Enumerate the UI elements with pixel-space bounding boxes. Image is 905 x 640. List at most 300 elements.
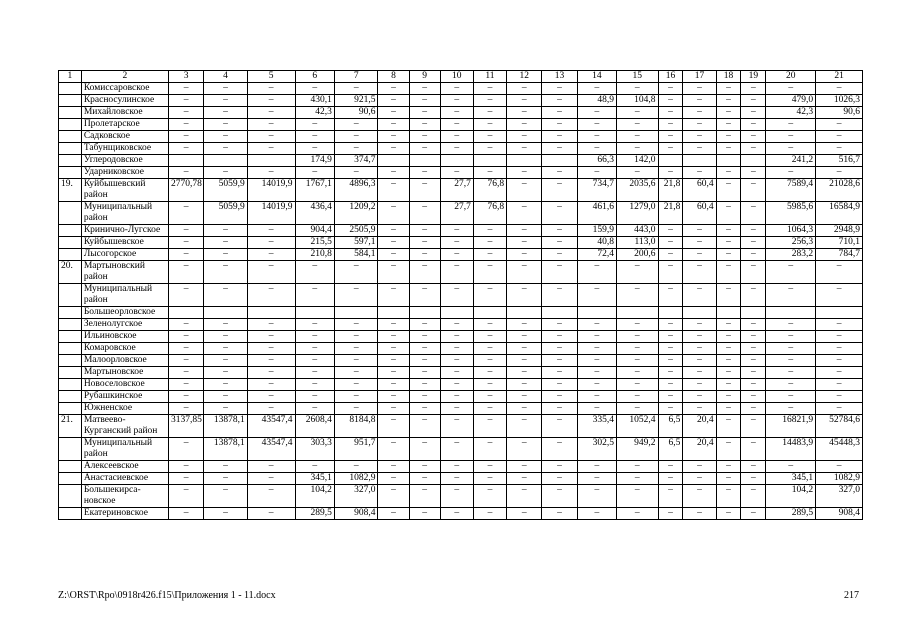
value-cell: –	[334, 367, 378, 379]
value-cell: –	[577, 107, 616, 119]
value-cell: –	[683, 143, 716, 155]
table-row	[59, 319, 863, 331]
value-cell: –	[716, 391, 741, 403]
value-cell: –	[409, 83, 440, 95]
value-cell: 43547,4	[247, 438, 295, 461]
value-cell: 289,5	[295, 508, 334, 520]
value-cell: –	[716, 438, 741, 461]
value-cell: –	[247, 237, 295, 249]
row-number-cell: 19.	[59, 179, 82, 202]
value-cell: –	[204, 331, 248, 343]
row-number-cell	[59, 343, 82, 355]
value-cell: –	[542, 461, 577, 473]
table-row	[59, 202, 863, 225]
value-cell: –	[378, 438, 409, 461]
value-cell: –	[683, 107, 716, 119]
value-cell: –	[542, 107, 577, 119]
value-cell: –	[658, 403, 683, 415]
value-cell: –	[683, 485, 716, 508]
value-cell	[334, 307, 378, 319]
table-row	[59, 107, 863, 119]
value-cell: –	[473, 167, 506, 179]
value-cell: –	[295, 331, 334, 343]
column-header: 16	[658, 71, 683, 83]
row-name-cell: Углеродовское	[81, 155, 168, 167]
value-cell: 289,5	[766, 508, 816, 520]
value-cell: –	[741, 249, 766, 261]
value-cell: –	[204, 461, 248, 473]
table-row	[59, 355, 863, 367]
value-cell: –	[741, 485, 766, 508]
value-cell: –	[409, 415, 440, 438]
value-cell: –	[658, 261, 683, 284]
value-cell: –	[577, 131, 616, 143]
value-cell: 42,3	[295, 107, 334, 119]
value-cell: –	[683, 261, 716, 284]
value-cell: –	[378, 202, 409, 225]
value-cell: –	[577, 367, 616, 379]
row-name-cell: Красносулинское	[81, 95, 168, 107]
value-cell: –	[473, 83, 506, 95]
value-cell: 13878,1	[204, 415, 248, 438]
value-cell: –	[168, 485, 203, 508]
value-cell: –	[295, 261, 334, 284]
value-cell: –	[247, 95, 295, 107]
value-cell: –	[409, 473, 440, 485]
value-cell: –	[658, 508, 683, 520]
value-cell: –	[617, 355, 658, 367]
value-cell: –	[334, 284, 378, 307]
value-cell: –	[295, 355, 334, 367]
value-cell: –	[204, 131, 248, 143]
column-header: 5	[247, 71, 295, 83]
row-number-cell	[59, 131, 82, 143]
column-header: 18	[716, 71, 741, 83]
value-cell: –	[766, 284, 816, 307]
value-cell: –	[542, 367, 577, 379]
row-number-cell	[59, 391, 82, 403]
value-cell: –	[409, 143, 440, 155]
value-cell: 1767,1	[295, 179, 334, 202]
value-cell: –	[440, 143, 473, 155]
value-cell: 921,5	[334, 95, 378, 107]
value-cell: –	[473, 225, 506, 237]
value-cell: –	[204, 249, 248, 261]
value-cell: 20,4	[683, 415, 716, 438]
value-cell: –	[440, 331, 473, 343]
value-cell: –	[204, 319, 248, 331]
value-cell: –	[168, 461, 203, 473]
value-cell: –	[658, 143, 683, 155]
value-cell: –	[440, 119, 473, 131]
value-cell: 142,0	[617, 155, 658, 167]
value-cell: –	[378, 261, 409, 284]
value-cell: –	[741, 83, 766, 95]
value-cell: –	[334, 331, 378, 343]
value-cell	[440, 155, 473, 167]
value-cell: –	[683, 379, 716, 391]
value-cell: –	[741, 261, 766, 284]
value-cell: 104,2	[766, 485, 816, 508]
row-number-cell: 20.	[59, 261, 82, 284]
value-cell: –	[617, 83, 658, 95]
value-cell	[440, 307, 473, 319]
table-row	[59, 415, 863, 438]
value-cell: –	[542, 167, 577, 179]
value-cell: –	[617, 367, 658, 379]
value-cell: –	[168, 379, 203, 391]
value-cell: –	[816, 261, 863, 284]
value-cell: –	[507, 261, 542, 284]
value-cell: –	[507, 237, 542, 249]
value-cell: –	[683, 355, 716, 367]
value-cell: –	[577, 379, 616, 391]
value-cell: –	[295, 143, 334, 155]
value-cell: 1209,2	[334, 202, 378, 225]
row-name-cell: Муниципальный район	[81, 202, 168, 225]
value-cell: –	[816, 131, 863, 143]
value-cell	[473, 307, 506, 319]
value-cell: 72,4	[577, 249, 616, 261]
value-cell	[617, 307, 658, 319]
value-cell: –	[617, 261, 658, 284]
value-cell: 5059,9	[204, 202, 248, 225]
value-cell: –	[658, 95, 683, 107]
row-number-cell: 21.	[59, 415, 82, 438]
value-cell: –	[507, 391, 542, 403]
value-cell	[295, 307, 334, 319]
value-cell: –	[716, 95, 741, 107]
row-number-cell	[59, 355, 82, 367]
value-cell: –	[716, 485, 741, 508]
row-name-cell: Ильиновское	[81, 331, 168, 343]
value-cell: –	[247, 355, 295, 367]
value-cell: –	[204, 403, 248, 415]
value-cell: –	[766, 403, 816, 415]
value-cell: –	[247, 225, 295, 237]
value-cell: –	[658, 485, 683, 508]
row-number-cell	[59, 379, 82, 391]
value-cell: –	[440, 319, 473, 331]
table-row	[59, 225, 863, 237]
value-cell: –	[716, 143, 741, 155]
value-cell: –	[741, 438, 766, 461]
value-cell: –	[542, 119, 577, 131]
value-cell: –	[542, 485, 577, 508]
row-name-cell: Малоорловское	[81, 355, 168, 367]
value-cell: –	[440, 461, 473, 473]
value-cell: –	[741, 379, 766, 391]
value-cell: –	[683, 403, 716, 415]
value-cell: –	[507, 143, 542, 155]
value-cell	[683, 307, 716, 319]
table-row	[59, 391, 863, 403]
value-cell: –	[168, 367, 203, 379]
value-cell: 76,8	[473, 179, 506, 202]
value-cell: –	[473, 485, 506, 508]
value-cell: 5985,6	[766, 202, 816, 225]
value-cell: –	[542, 438, 577, 461]
value-cell: –	[542, 261, 577, 284]
value-cell: –	[542, 403, 577, 415]
value-cell: –	[440, 403, 473, 415]
value-cell: 345,1	[766, 473, 816, 485]
value-cell: –	[409, 249, 440, 261]
value-cell: –	[542, 343, 577, 355]
value-cell: 16584,9	[816, 202, 863, 225]
value-cell: –	[741, 355, 766, 367]
value-cell	[204, 155, 248, 167]
value-cell: –	[716, 415, 741, 438]
value-cell: –	[204, 508, 248, 520]
value-cell: 13878,1	[204, 438, 248, 461]
value-cell: 479,0	[766, 95, 816, 107]
value-cell: –	[168, 237, 203, 249]
value-cell: –	[440, 473, 473, 485]
value-cell: 335,4	[577, 415, 616, 438]
value-cell: –	[378, 367, 409, 379]
value-cell: –	[440, 249, 473, 261]
value-cell: –	[440, 379, 473, 391]
value-cell: –	[247, 379, 295, 391]
value-cell: –	[741, 131, 766, 143]
value-cell: –	[473, 95, 506, 107]
table-row	[59, 167, 863, 179]
value-cell: –	[658, 225, 683, 237]
value-cell: –	[816, 83, 863, 95]
value-cell: –	[617, 473, 658, 485]
value-cell	[168, 307, 203, 319]
value-cell: 784,7	[816, 249, 863, 261]
value-cell: –	[658, 83, 683, 95]
value-cell: 76,8	[473, 202, 506, 225]
value-cell: –	[247, 343, 295, 355]
value-cell: –	[766, 119, 816, 131]
value-cell: –	[542, 202, 577, 225]
column-header: 11	[473, 71, 506, 83]
value-cell: –	[204, 119, 248, 131]
row-name-cell: Алексеевское	[81, 461, 168, 473]
value-cell: –	[204, 391, 248, 403]
value-cell: –	[683, 473, 716, 485]
value-cell: 1026,3	[816, 95, 863, 107]
value-cell: –	[378, 225, 409, 237]
value-cell: –	[542, 473, 577, 485]
value-cell: –	[542, 249, 577, 261]
value-cell	[507, 155, 542, 167]
value-cell: 904,4	[295, 225, 334, 237]
table-row	[59, 83, 863, 95]
table-row	[59, 473, 863, 485]
value-cell: –	[683, 367, 716, 379]
column-header: 17	[683, 71, 716, 83]
value-cell: 303,3	[295, 438, 334, 461]
row-number-cell	[59, 249, 82, 261]
value-cell: –	[542, 331, 577, 343]
value-cell: –	[617, 461, 658, 473]
value-cell: –	[168, 167, 203, 179]
value-cell: –	[440, 438, 473, 461]
value-cell: –	[473, 461, 506, 473]
row-number-cell	[59, 202, 82, 225]
value-cell: –	[378, 107, 409, 119]
value-cell: –	[507, 331, 542, 343]
value-cell: –	[409, 284, 440, 307]
row-name-cell: Пролетарское	[81, 119, 168, 131]
value-cell: –	[683, 319, 716, 331]
value-cell: –	[334, 261, 378, 284]
value-cell: –	[247, 508, 295, 520]
row-number-cell	[59, 508, 82, 520]
value-cell: –	[816, 119, 863, 131]
value-cell: 949,2	[617, 438, 658, 461]
value-cell: –	[816, 319, 863, 331]
value-cell: –	[577, 461, 616, 473]
value-cell: –	[295, 343, 334, 355]
row-name-cell: Большеорловское	[81, 307, 168, 319]
table-row	[59, 438, 863, 461]
value-cell: –	[473, 131, 506, 143]
table-row	[59, 485, 863, 508]
value-cell: –	[577, 119, 616, 131]
value-cell: –	[716, 131, 741, 143]
value-cell: –	[378, 83, 409, 95]
value-cell: –	[409, 95, 440, 107]
row-name-cell: Комаровское	[81, 343, 168, 355]
value-cell: 48,9	[577, 95, 616, 107]
value-cell: –	[542, 355, 577, 367]
value-cell: –	[409, 508, 440, 520]
value-cell: 52784,6	[816, 415, 863, 438]
value-cell: –	[577, 331, 616, 343]
value-cell: –	[473, 438, 506, 461]
row-name-cell: Мартыновский район	[81, 261, 168, 284]
value-cell: –	[334, 83, 378, 95]
value-cell: –	[473, 508, 506, 520]
value-cell: –	[816, 367, 863, 379]
value-cell: –	[378, 508, 409, 520]
value-cell: –	[816, 284, 863, 307]
value-cell: –	[247, 83, 295, 95]
value-cell: –	[741, 473, 766, 485]
value-cell: –	[204, 485, 248, 508]
value-cell: –	[409, 485, 440, 508]
row-name-cell: Муниципальный район	[81, 284, 168, 307]
value-cell: –	[816, 143, 863, 155]
value-cell: –	[658, 367, 683, 379]
value-cell: –	[378, 95, 409, 107]
value-cell: 908,4	[334, 508, 378, 520]
value-cell: –	[577, 473, 616, 485]
value-cell: –	[741, 202, 766, 225]
value-cell: –	[507, 167, 542, 179]
value-cell: 597,1	[334, 237, 378, 249]
value-cell: –	[716, 379, 741, 391]
row-number-cell	[59, 403, 82, 415]
value-cell: –	[617, 319, 658, 331]
value-cell: –	[683, 284, 716, 307]
value-cell: –	[204, 379, 248, 391]
value-cell: 2035,6	[617, 179, 658, 202]
value-cell: –	[816, 167, 863, 179]
value-cell: –	[334, 355, 378, 367]
value-cell: –	[473, 391, 506, 403]
value-cell: –	[507, 131, 542, 143]
value-cell: 200,6	[617, 249, 658, 261]
value-cell: –	[507, 403, 542, 415]
value-cell: –	[247, 143, 295, 155]
value-cell: –	[507, 508, 542, 520]
value-cell: –	[378, 167, 409, 179]
row-number-cell	[59, 319, 82, 331]
value-cell: 6,5	[658, 415, 683, 438]
value-cell: –	[409, 202, 440, 225]
value-cell: –	[204, 284, 248, 307]
value-cell: –	[658, 249, 683, 261]
value-cell: 16821,9	[766, 415, 816, 438]
value-cell: –	[766, 83, 816, 95]
row-name-cell: Южненское	[81, 403, 168, 415]
value-cell: 461,6	[577, 202, 616, 225]
value-cell: 302,5	[577, 438, 616, 461]
value-cell: –	[378, 143, 409, 155]
value-cell: –	[473, 249, 506, 261]
value-cell: 1279,0	[617, 202, 658, 225]
value-cell: –	[658, 391, 683, 403]
row-name-cell: Новоселовское	[81, 379, 168, 391]
value-cell: –	[816, 343, 863, 355]
value-cell: –	[473, 331, 506, 343]
value-cell: –	[683, 343, 716, 355]
value-cell: –	[617, 331, 658, 343]
value-cell: –	[716, 167, 741, 179]
value-cell: 1082,9	[334, 473, 378, 485]
value-cell: –	[766, 379, 816, 391]
value-cell: –	[247, 119, 295, 131]
value-cell: –	[741, 343, 766, 355]
value-cell: –	[542, 225, 577, 237]
value-cell: –	[542, 131, 577, 143]
value-cell	[716, 307, 741, 319]
value-cell: –	[295, 461, 334, 473]
row-number-cell	[59, 307, 82, 319]
row-number-cell	[59, 225, 82, 237]
row-number-cell	[59, 143, 82, 155]
value-cell: –	[247, 331, 295, 343]
value-cell: –	[473, 343, 506, 355]
value-cell: –	[378, 473, 409, 485]
value-cell: –	[507, 438, 542, 461]
value-cell: –	[577, 485, 616, 508]
value-cell: –	[542, 391, 577, 403]
value-cell: –	[334, 403, 378, 415]
value-cell: 21,8	[658, 202, 683, 225]
value-cell: –	[577, 343, 616, 355]
value-cell	[683, 155, 716, 167]
value-cell: –	[683, 167, 716, 179]
value-cell: –	[716, 508, 741, 520]
table-row	[59, 261, 863, 284]
value-cell: 327,0	[816, 485, 863, 508]
value-cell: –	[440, 367, 473, 379]
value-cell: –	[658, 119, 683, 131]
value-cell: –	[168, 403, 203, 415]
value-cell: –	[295, 403, 334, 415]
value-cell: –	[741, 331, 766, 343]
value-cell: –	[409, 237, 440, 249]
value-cell: –	[716, 473, 741, 485]
value-cell: 241,2	[766, 155, 816, 167]
